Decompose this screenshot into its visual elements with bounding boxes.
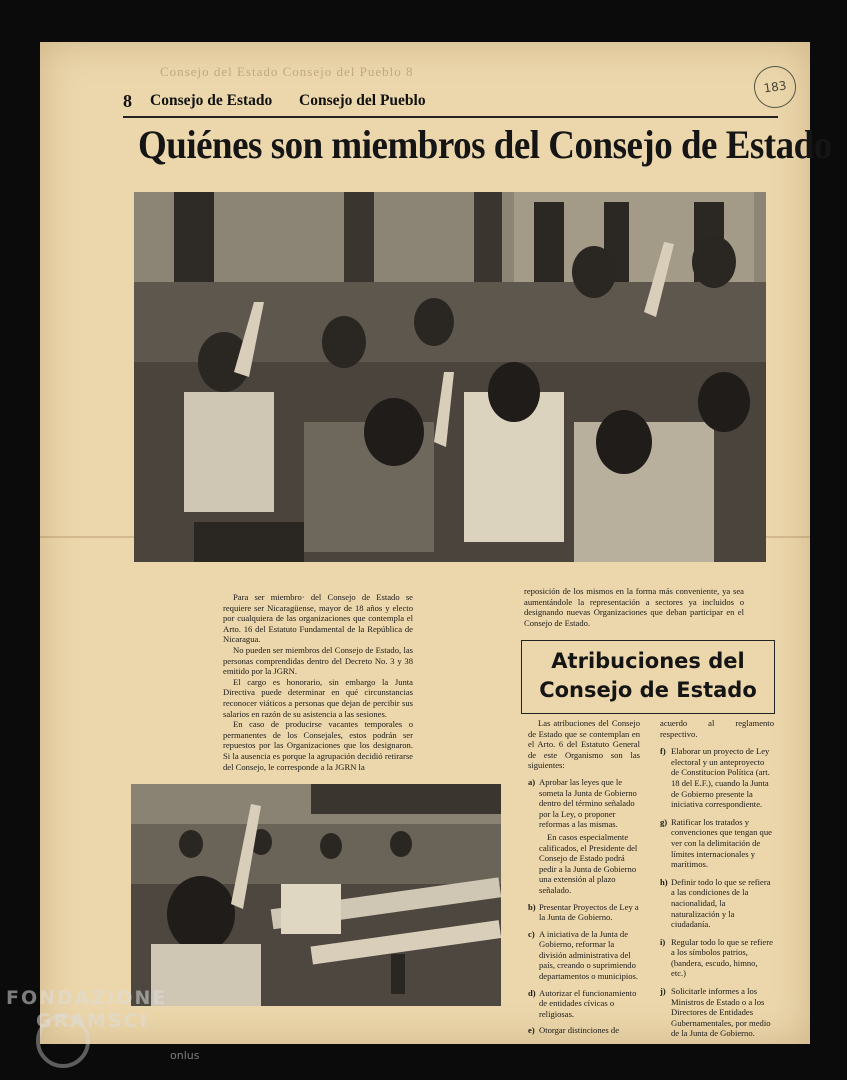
list-text: A iniciativa de la Junta de Gobierno, reformar la división administrativa del país, creando o suprimiendo departamentos o municipios. <box>539 928 639 982</box>
watermark-line-2: GRAMSCI <box>36 1010 149 1032</box>
section-title-right: Consejo del Pueblo <box>299 92 426 109</box>
list-letter: a) <box>528 776 536 787</box>
list-letter: i) <box>660 936 666 947</box>
article-paragraph: El cargo es honorario, sin embargo la Junta Directiva puede determinar en qué circunstancias reconocer viáticos a personas que dejan de percibir sus salarios en razón de su asistencia a las sesiones. <box>223 676 413 719</box>
article-column-1 <box>223 592 413 772</box>
article-paragraph: En caso de producirse vacantes temporales o permanentes de los Consejales, estos podrán ser repuestos por las Organizaciones que los designaron. Si la ausencia es porque la agrupación decidió retirarse del Consejo, le corresponde a la JGRN la <box>223 719 413 772</box>
list-text: Aprobar las leyes que le someta la Junta de Gobierno dentro del término señalado por la Ley, o proponer reformas a las mismas. <box>539 776 637 830</box>
list-letter: d) <box>528 987 536 998</box>
archive-stamp: 183 <box>751 63 798 110</box>
subhead-title <box>522 647 774 705</box>
subhead-line-2: Consejo de Estado <box>539 678 757 702</box>
list-text: Presentar Proyectos de Ley a la Junta de Gobierno. <box>539 901 639 923</box>
list-letter: h) <box>660 876 668 887</box>
list-item <box>528 902 640 923</box>
crowd-assembly-photo <box>134 192 766 562</box>
list-letter: c) <box>528 928 535 939</box>
article-paragraph: No pueden ser miembros del Consejo de Estado, las personas comprendidas dentro del Decreto No. 3 y 38 emitido por la JGRN. <box>223 644 413 677</box>
article-paragraph: Para ser miembro· del Consejo de Estado se requiere ser Nicaragüense, mayor de 18 años y electo por cualquiera de las organizaciones que contempla el Arto. 16 del Estatuto Fundamental de la República de Nicaragua. <box>223 592 413 645</box>
list-item <box>528 929 640 982</box>
list-text: Regular todo lo que se refiere a los símbolos patrios, (bandera, escudo, himno, etc.) <box>671 936 773 979</box>
section-title-left: Consejo de Estado <box>150 92 273 109</box>
watermark-line-3: onlus <box>170 1049 200 1062</box>
page-headline: Quiénes son miembros del Consejo de Estado <box>138 123 832 168</box>
article-column-2 <box>524 586 744 628</box>
subhead-box <box>521 640 775 714</box>
council-session-photo <box>131 784 501 1006</box>
list-item <box>660 986 774 1039</box>
article-paragraph: reposición de los mismos en la forma más conveniente, ya sea aumentándole la representación a sectores ya incluidos o designando nuevas Organizaciones que deban participar en el Consejo de Estado. <box>524 586 744 628</box>
newspaper-page <box>40 42 832 1044</box>
list-letter: b) <box>528 901 536 912</box>
list-text: Autorizar el funcionamiento de entidades cívicas o religiosas. <box>539 987 637 1019</box>
list-text: Solicitarle informes a los Ministros de Estado o a los Directores de Entidades Gubernamentales, por medio de la Junta de Gobierno. <box>671 986 771 1039</box>
list-text: En casos especialmente calificados, el Presidente del Consejo de Estado podrá pedir a la Junta de Gobierno una extensión al plazo señalado. <box>539 831 638 895</box>
list-item <box>528 988 640 1020</box>
list-letter: j) <box>660 986 666 997</box>
list-item <box>528 1025 640 1036</box>
list-text: Elaborar un proyecto de Ley electoral y un anteproyecto de Constitucion Política (art. 18 del E.F.), cuando la Junta de Gobierno presente la iniciativa correspondiente. <box>671 746 770 810</box>
list-text: Otorgar distinciones de <box>539 1025 620 1036</box>
continued-text: acuerdo al reglamento respectivo. <box>660 718 774 739</box>
list-text: Ratificar los tratados y convenciones que tengan que ver con la delimitación de límites internacionales y marítimos. <box>671 816 772 870</box>
list-item <box>528 777 640 830</box>
list-text: Definir todo lo que se refiera a las condiciones de la nacionalidad, la naturalización y la ciudadanía. <box>671 876 771 930</box>
header-rule <box>123 116 778 118</box>
list-letter: f) <box>660 746 666 757</box>
list-item <box>660 746 774 810</box>
watermark-line-1: FONDAZIONE <box>6 987 168 1009</box>
atribuciones-intro: Las atribuciones del Consejo de Estado que se contemplan en el Arto. 6 del Estatuto General de este Organismo son las siguientes: <box>528 718 640 771</box>
atribuciones-column-1 <box>528 718 640 1036</box>
list-item <box>660 877 774 930</box>
list-item <box>660 937 774 979</box>
bleed-through-text: Consejo del Estado Consejo del Pueblo 8 <box>160 64 414 79</box>
subhead-line-1: Atribuciones del <box>551 649 745 673</box>
atribuciones-column-2 <box>660 718 774 1039</box>
list-letter: e) <box>528 1025 535 1036</box>
list-item <box>660 817 774 870</box>
list-item <box>528 832 640 896</box>
page-number: 8 <box>123 91 132 111</box>
list-letter: g) <box>660 816 668 827</box>
